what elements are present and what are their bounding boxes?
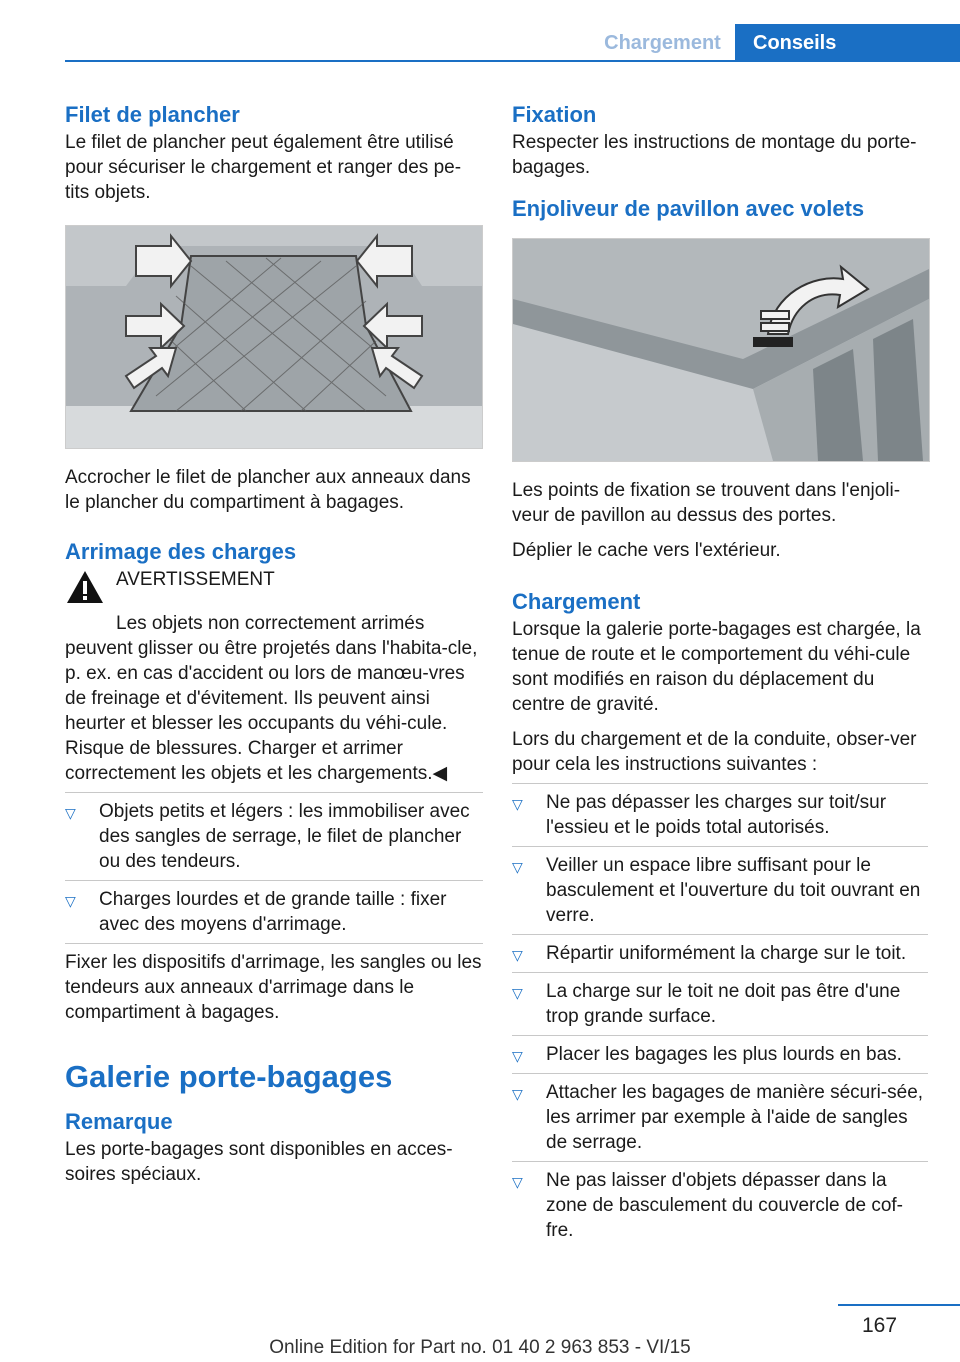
footer-edition: Online Edition for Part no. 01 40 2 963 853 - VI/15 <box>269 1337 691 1358</box>
heading-remarque: Remarque <box>65 1109 173 1134</box>
heading-filet: Filet de plancher <box>65 102 240 127</box>
triangle-bullet-icon: ▽ <box>512 1086 523 1102</box>
text-charge1: Lorsque la galerie porte-bagages est chargée, la tenue de route et le comportement du véhi‐cule sont modifiés en raison du déplacement du centre de gravité. <box>512 619 921 715</box>
list-item: ▽ Veiller un espace libre suffisant pour le basculement et l'ouverture du toit ouvrant en verre. <box>512 846 928 934</box>
list-item: ▽ La charge sur le toit ne doit pas être d'une trop grande surface. <box>512 972 928 1035</box>
triangle-bullet-icon: ▽ <box>512 796 523 812</box>
heading-fixation: Fixation <box>512 102 597 127</box>
text-accrocher: Accrocher le filet de plancher aux anneaux dans le plancher du compartiment à bagages. <box>65 467 471 513</box>
left-column <box>65 100 483 1187</box>
bullet-list-right <box>512 783 928 1249</box>
list-item: ▽ Attacher les bagages de manière sécuri‐sée, les arrimer par exemple à l'aide de sangles de serrage. <box>512 1073 928 1161</box>
heading-arrimage: Arrimage des charges <box>65 539 297 564</box>
triangle-bullet-icon: ▽ <box>512 1174 523 1190</box>
floor-net-illustration <box>65 225 483 449</box>
warning-text: Les objets non correctement arrimés peuvent glisser ou être projetés dans l'habita‐cle, p. ex. en cas d'accident ou lors de manœu‐vres de freinage et d'évitement. Ils peuvent ainsi heurter et blesser les occupants du véhi‐cule. Risque de blessures. Charger et arrimer correctement les objets et les chargements.◀ <box>65 613 478 784</box>
heading-galerie: Galerie porte-bagages <box>65 1059 393 1094</box>
text-fixer: Fixer les dispositifs d'arrimage, les sangles ou les tendeurs aux anneaux d'arrimage dans le compartiment à bagages. <box>65 943 483 1025</box>
page-number: 167 <box>862 1314 898 1337</box>
warning-block <box>65 567 483 611</box>
bullet-list-left <box>65 792 483 943</box>
text-fixation: Respecter les instructions de montage du porte-bagages. <box>512 132 917 178</box>
list-item: ▽ Ne pas dépasser les charges sur toit/sur l'essieu et le poids total autorisés. <box>512 783 928 846</box>
footer-rule <box>838 1304 960 1306</box>
roof-trim-illustration <box>512 238 930 462</box>
warning-triangle-icon <box>65 569 105 605</box>
list-item: ▽ Placer les bagages les plus lourds en bas. <box>512 1035 928 1073</box>
heading-enjoliveur: Enjoliveur de pavillon avec volets <box>512 196 865 221</box>
triangle-bullet-icon: ▽ <box>512 947 523 963</box>
triangle-bullet-icon: ▽ <box>512 1048 523 1064</box>
header-section: Chargement <box>604 32 721 54</box>
triangle-bullet-icon: ▽ <box>512 859 523 875</box>
text-remarque: Les porte-bagages sont disponibles en acces‐soires spéciaux. <box>65 1139 453 1185</box>
header-chapter-tab: Conseils <box>735 24 960 62</box>
list-item: ▽ Objets petits et légers : les immobiliser avec des sangles de serrage, le filet de plancher ou des tendeurs. <box>65 792 483 880</box>
text-deplier: Déplier le cache vers l'extérieur. <box>512 540 781 561</box>
list-item: ▽ Charges lourdes et de grande taille : fixer avec des moyens d'arrimage. <box>65 880 483 943</box>
list-item: ▽ Ne pas laisser d'objets dépasser dans la zone de basculement du couvercle de cof‐fre. <box>512 1161 928 1249</box>
list-item: ▽ Répartir uniformément la charge sur le toit. <box>512 934 928 972</box>
triangle-bullet-icon: ▽ <box>65 805 76 821</box>
right-column <box>512 100 928 1249</box>
heading-chargement: Chargement <box>512 589 641 614</box>
text-points: Les points de fixation se trouvent dans l'enjoli‐veur de pavillon au dessus des portes. <box>512 480 901 526</box>
text-charge2: Lors du chargement et de la conduite, obser‐ver pour cela les instructions suivantes : <box>512 729 917 775</box>
warning-title: AVERTISSEMENT <box>116 569 275 590</box>
triangle-bullet-icon: ▽ <box>512 985 523 1001</box>
text-filet: Le filet de plancher peut également être utilisé pour sécuriser le chargement et ranger des pe‐tits objets. <box>65 132 462 203</box>
triangle-bullet-icon: ▽ <box>65 893 76 909</box>
